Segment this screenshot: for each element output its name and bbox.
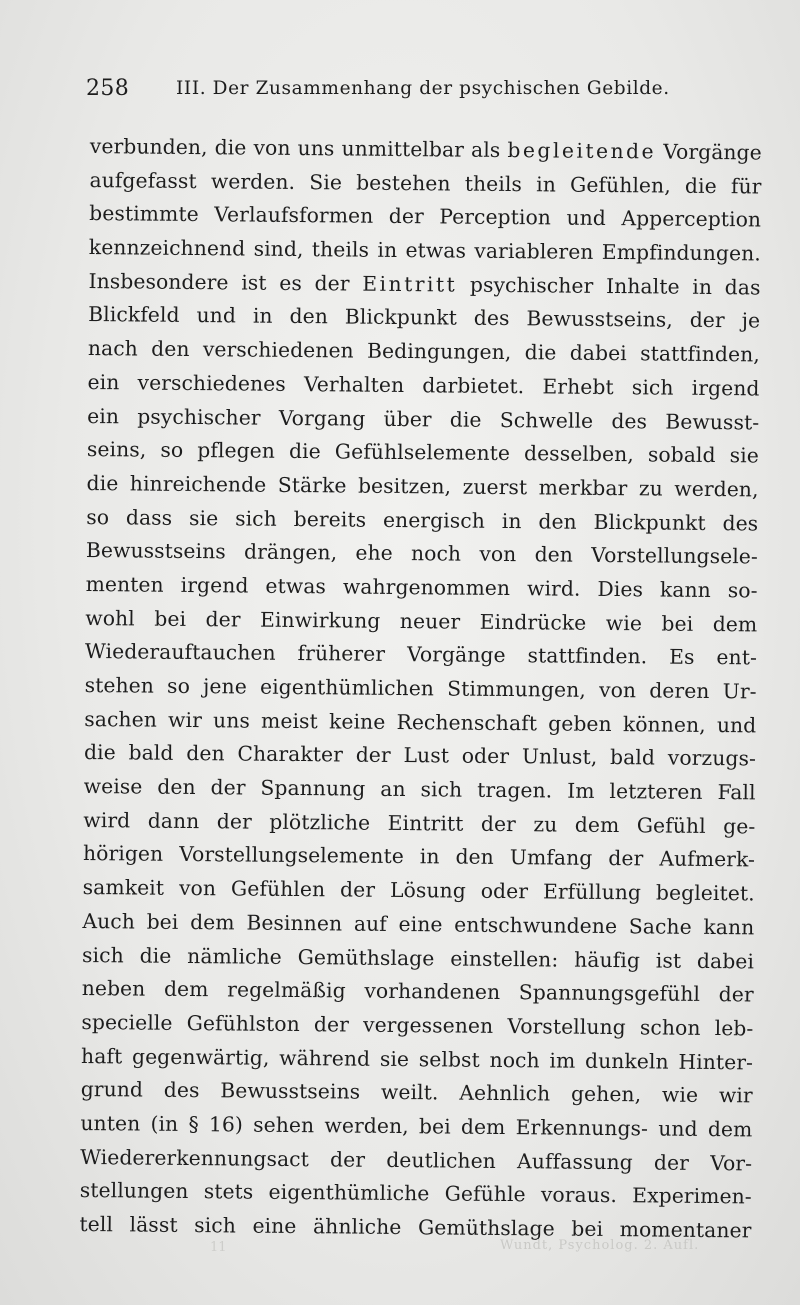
text-line: hörigen Vorstellungselemente in den Umfang der Aufmerk- bbox=[82, 841, 756, 872]
text-line: bestimmte Verlaufsformen der Perception und Apperception bbox=[89, 201, 762, 232]
spaced-word-begleitende: begleitende bbox=[507, 138, 657, 164]
text-line: ein verschiedenes Verhalten darbietet. Erhebt sich irgend bbox=[87, 369, 760, 401]
text-line-4: Insbesondere ist es der Eintritt psychischer Inhalte in das bbox=[88, 268, 761, 300]
bleed-through-text: Wundt, Psycholog. 2. Aufl. bbox=[500, 1238, 700, 1253]
text-line: seins, so pflegen die Gefühlselemente desselben, sobald sie bbox=[86, 437, 760, 468]
text-line: unten (in § 16) sehen werden, bei dem Erkennungs- und dem bbox=[80, 1110, 753, 1142]
text-line: aufgefasst werden. Sie bestehen theils in Gefühlen, die für bbox=[89, 167, 762, 199]
text-line: neben dem regelmäßig vorhandenen Spannungsgefühl der bbox=[81, 976, 754, 1007]
text-line: ein psychischer Vorgang über die Schwelle des Bewusst- bbox=[87, 403, 760, 434]
text-line: menten irgend etwas wahrgenommen wird. Dies kann so- bbox=[85, 571, 758, 603]
text-line: Auch bei dem Besinnen auf eine entschwundene Sache kann bbox=[82, 908, 755, 940]
text-line: Bewusstseins drängen, ehe noch von den Vorstellungsele- bbox=[85, 538, 759, 569]
running-head: III. Der Zusammenhang der psychischen Gebilde. bbox=[176, 78, 670, 99]
text-line: die bald den Charakter der Lust oder Unlust, bald vorzugs- bbox=[83, 740, 757, 771]
text-line: grund des Bewusstseins weilt. Aehnlich gehen, wie wir bbox=[80, 1077, 753, 1108]
text-line: stehen so jene eigenthümlichen Stimmungen, von deren Ur- bbox=[84, 672, 757, 704]
text-line: nach den verschiedenen Bedingungen, die dabei stattfinden, bbox=[87, 336, 760, 367]
text-line: Blickfeld und in den Blickpunkt des Bewusstseins, der je bbox=[88, 302, 761, 333]
text-line: wohl bei der Einwirkung neuer Eindrücke wie bei dem bbox=[85, 605, 758, 637]
spaced-word-eintritt: Eintritt bbox=[362, 271, 458, 297]
text-line: stellungen stets eigenthümliche Gefühle voraus. Experimen- bbox=[79, 1178, 752, 1209]
text-line: weise den der Spannung an sich tragen. Im letzteren Fall bbox=[83, 774, 756, 805]
text-line: sachen wir uns meist keine Rechenschaft geben können, und bbox=[84, 706, 757, 738]
text-line: die hinreichende Stärke besitzen, zuerst merkbar zu werden, bbox=[86, 470, 759, 502]
text-line: Wiederauftauchen früherer Vorgänge stattfinden. Es ent- bbox=[84, 639, 758, 670]
text-line: specielle Gefühlston der vergessenen Vorstellung schon leb- bbox=[81, 1009, 754, 1041]
text-line-0: verbunden, die von uns unmittelbar als begleitende Vorgänge bbox=[89, 133, 762, 165]
page-header bbox=[86, 76, 766, 106]
text-line: haft gegenwärtig, während sie selbst noch im dunkeln Hinter- bbox=[81, 1043, 754, 1074]
page-number: 258 bbox=[86, 76, 130, 101]
text-line: wird dann der plötzliche Eintritt der zu dem Gefühl ge- bbox=[83, 807, 756, 839]
text-line: so dass sie sich bereits energisch in den Blickpunkt des bbox=[86, 504, 759, 535]
text-line: samkeit von Gefühlen der Lösung oder Erfüllung begleitet. bbox=[82, 875, 755, 906]
text-line: tell lässt sich eine ähnliche Gemüthslage bei momentaner bbox=[79, 1211, 752, 1243]
text-line: Wiedererkennungsact der deutlichen Auffassung der Vor- bbox=[80, 1144, 753, 1176]
text-line: kennzeichnend sind, theils in etwas variableren Empfindungen. bbox=[88, 235, 761, 266]
text-line: sich die nämliche Gemüthslage einstellen: häufig ist dabei bbox=[81, 942, 755, 973]
bleed-through-mark: 11 bbox=[210, 1240, 227, 1255]
body-text bbox=[79, 130, 762, 1248]
